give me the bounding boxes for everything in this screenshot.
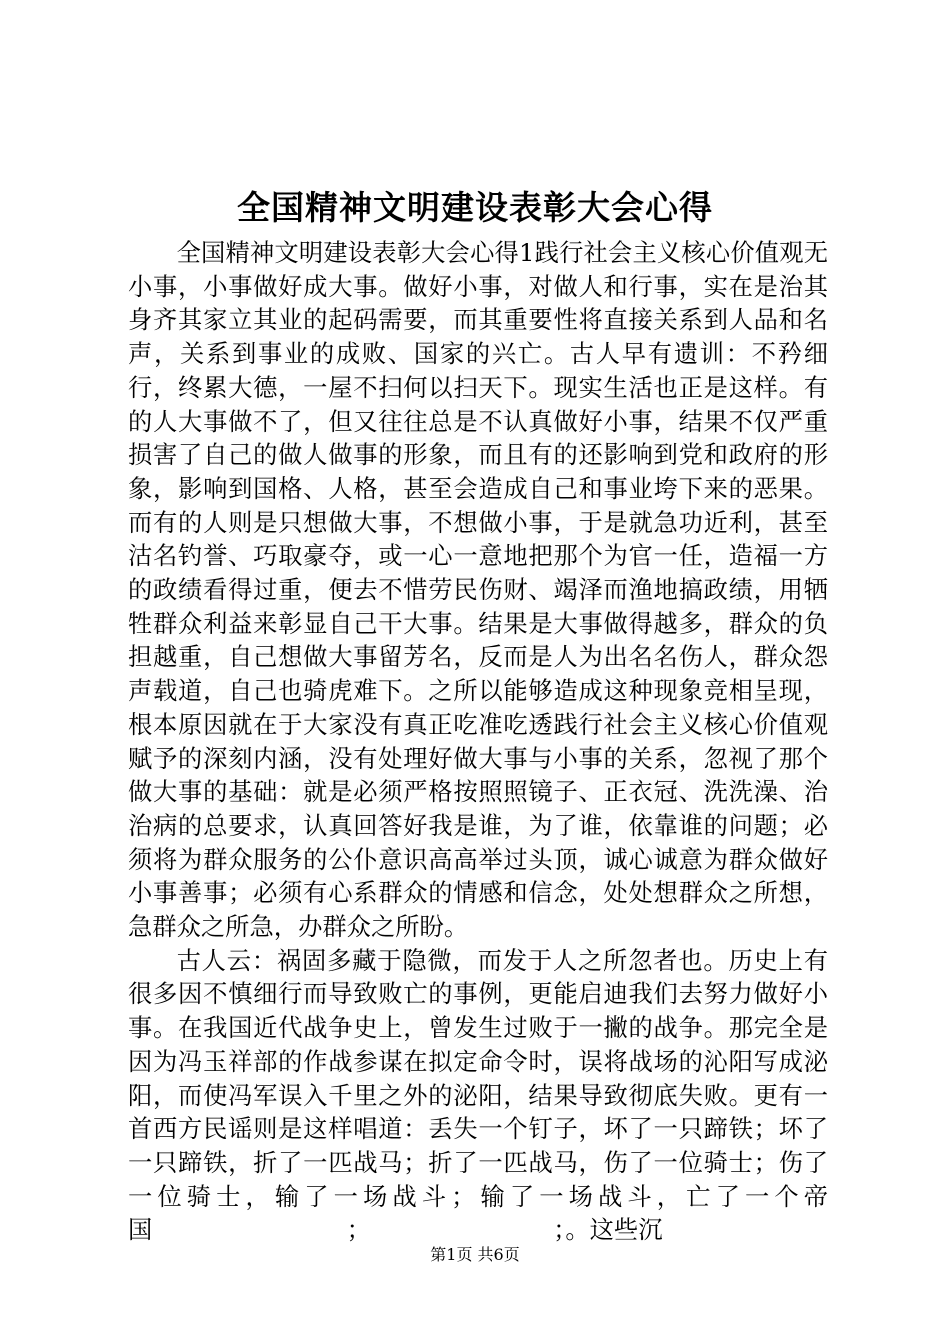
document-title: 全国精神文明建设表彰大会心得 [237,188,713,227]
paragraph: 古人云：祸固多藏于隐微，而发于人之所忽者也。历史上有很多因不慎细行而导致败亡的事例，更能启迪我们去努力做好小事。在我国近代战争史上，曾发生过败于一撇的战争。那完全是因为冯玉祥部的作战参谋在拟定命令时，误将战场的沁阳写成泌阳，而使冯军误入千里之外的泌阳，结果导致彻底失败。更有一首西方民谣则是这样唱道：丢失一个钉子，坏了一只蹄铁；坏了一只蹄铁，折了一匹战马；折了一匹战马，伤了一位骑士；伤了一位骑士，输了一场战斗；输了一场战斗，亡了一个帝国 ； ；。这些沉 [128,945,828,1245]
document-body [128,236,828,1247]
paragraph: 全国精神文明建设表彰大会心得1践行社会主义核心价值观无小事，小事做好成大事。做好小事，对做人和行事，实在是治其身齐其家立其业的起码需要，而其重要性将直接关系到人品和名声，关系到事业的成败、国家的兴亡。古人早有遗训：不矜细行，终累大德，一屋不扫何以扫天下。现实生活也正是这样。有的人大事做不了，但又往往总是不认真做好小事，结果不仅严重损害了自己的做人做事的形象，而且有的还影响到党和政府的形象，影响到国格、人格，甚至会造成自己和事业垮下来的恶果。而有的人则是只想做大事，不想做小事，于是就急功近利，甚至沽名钓誉、巧取豪夺，或一心一意地把那个为官一任，造福一方的政绩看得过重，便去不惜劳民伤财、竭泽而渔地搞政绩，用牺牲群众利益来彰显自己干大事。结果是大事做得越多，群众的负担越重，自己想做大事留芳名，反而是人为出名名伤人，群众怨声载道，自己也骑虎难下。之所以能够造成这种现象竞相呈现，根本原因就在于大家没有真正吃准吃透践行社会主义核心价值观赋予的深刻内涵，没有处理好做大事与小事的关系，忽视了那个做大事的基础：就是必须严格按照照镜子、正衣冠、洗洗澡、治治病的总要求，认真回答好我是谁，为了谁，依靠谁的问题；必须将为群众服务的公仆意识高高举过头顶，诚心诚意为群众做好小事善事；必须有心系群众的情感和信念，处处想群众之所想，急群众之所急，办群众之所盼。 [128,238,828,942]
page-number-footer: 第1页 共6页 [430,1245,520,1264]
